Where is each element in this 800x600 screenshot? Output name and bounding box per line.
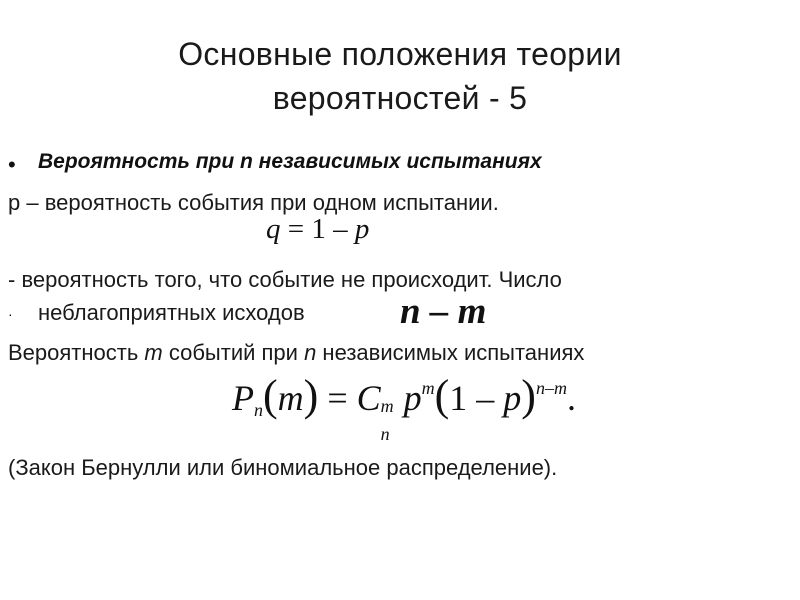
text-m-events-suffix: независимых испытаниях [316,340,585,365]
subheading: Вероятность при n независимых испытаниях [38,150,542,173]
text-m-events [8,340,584,366]
formula-m: m [457,291,487,332]
bernoulli-p: p [403,378,422,418]
text-n-var: n [304,340,317,365]
slide-title-line-1: Основные положения теории [178,36,622,72]
bernoulli-exp: n–m [535,378,567,398]
text-probability-p: p – вероятность события при одном испытании. [8,190,499,215]
small-bullet-icon: · [8,306,13,322]
bernoulli-m: m [277,378,304,418]
bernoulli-p-sup: m [421,378,435,398]
text-bernoulli-law: (Закон Бернулли или биномиальное распределение). [8,455,558,480]
bernoulli-one-minus: 1 – [449,378,504,418]
bernoulli-dot: . [566,378,576,418]
bernoulli-C-sub: n [380,424,390,444]
formula-q-eq: = 1 – [280,213,355,245]
bernoulli-P-sub: n [254,400,263,420]
bernoulli-C-sup: m [380,396,394,416]
formula-q-p: p [354,213,370,245]
formula-q-var: q [266,213,281,245]
formula-n: n [400,291,421,332]
text-m-var: m [144,340,163,365]
text-m-events-middle: событий при [162,340,305,365]
formula-bernoulli [232,370,576,444]
text-not-occurs: - вероятность того, что событие не происходит. Число [8,267,562,292]
bernoulli-p2: p [503,378,522,418]
formula-n-minus-m [400,290,486,333]
text-unfavorable-outcomes: неблагоприятных исходов [38,300,305,325]
text-m-events-prefix: Вероятность [8,340,145,365]
bernoulli-rparen2: ) [521,371,536,420]
bernoulli-P: P [232,378,254,418]
slide-title-line-2: вероятностей - 5 [272,80,528,116]
bernoulli-lparen2: ( [434,371,450,420]
bernoulli-eq: = [318,378,357,418]
bernoulli-C: C [356,378,381,418]
bernoulli-rparen: ) [303,371,319,420]
formula-minus: – [420,291,458,332]
bullet-icon: • [8,152,16,177]
formula-q [266,213,369,246]
bernoulli-lparen: ( [263,371,278,420]
